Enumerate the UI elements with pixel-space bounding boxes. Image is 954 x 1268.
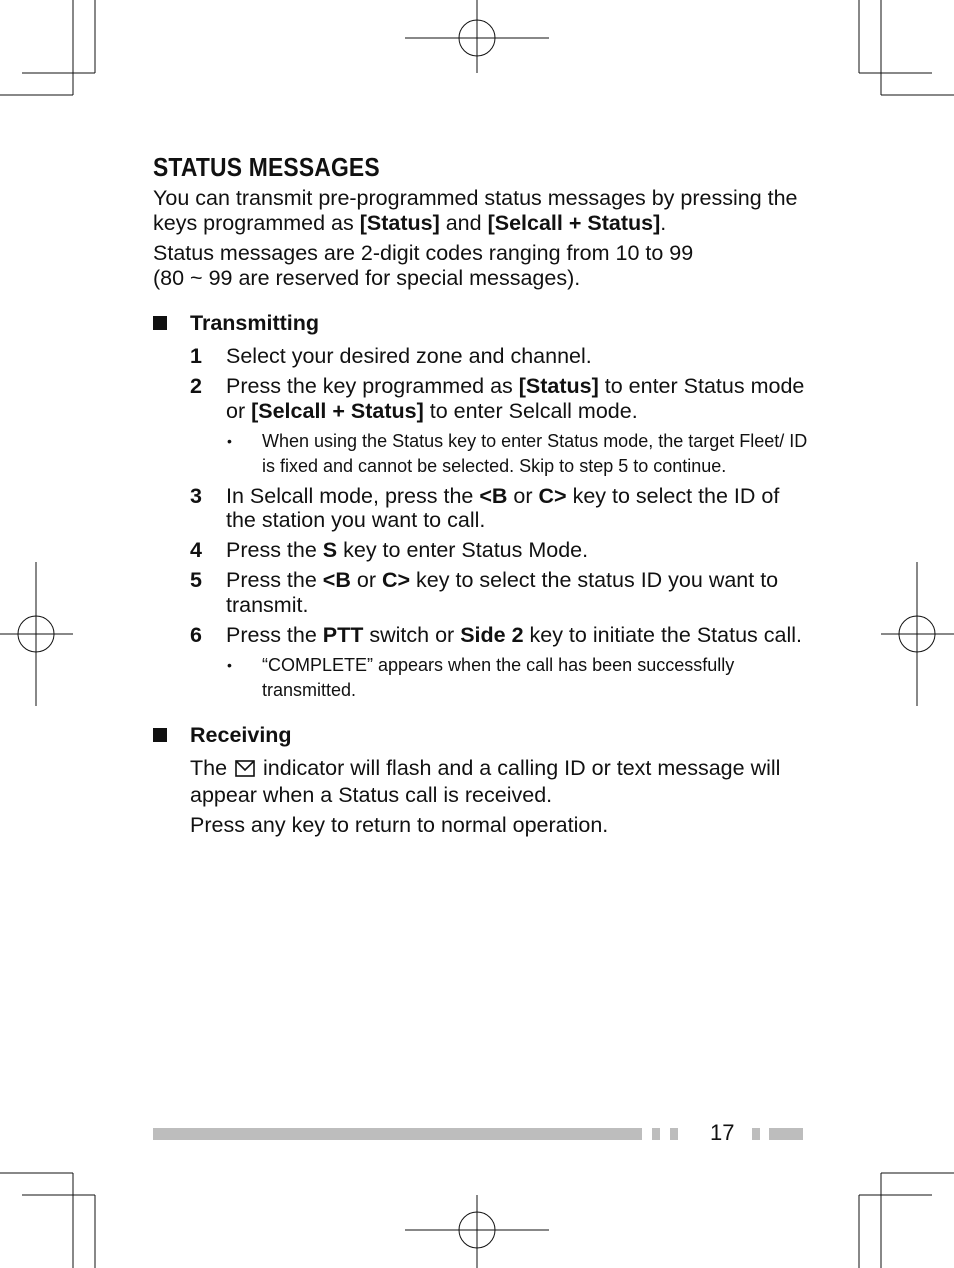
section-square-icon — [153, 728, 167, 742]
receiving-paragraph: The indicator will flash and a calling ID or text message will appear when a Status call is received. — [190, 756, 781, 807]
step-4: 4 Press the S key to enter Status Mode. — [190, 538, 589, 562]
section-title: Transmitting — [190, 311, 320, 335]
footer-dot — [652, 1128, 660, 1140]
footer-dot — [752, 1128, 760, 1140]
step-1: 1 Select your desired zone and channel. — [190, 344, 592, 368]
step-5: 5 Press the <B or C> key to select the status ID you want to transmit. — [190, 568, 779, 617]
step-3: 3 In Selcall mode, press the <B or C> key to select the ID of the station you want to call. — [190, 483, 780, 532]
section-square-icon — [153, 316, 167, 330]
step-6: 6 Press the PTT switch or Side 2 key to initiate the Status call. — [190, 622, 802, 647]
intro-paragraph: You can transmit pre-programmed status messages by pressing the keys programmed as [Status] and [Selcall + Status]. — [153, 186, 798, 235]
section-transmitting — [153, 310, 813, 340]
page-footer — [153, 1120, 803, 1145]
note-step-2: • When using the Status key to enter Status mode, the target Fleet/ ID is fixed and cannot be selected. Skip to step 5 to continue. — [227, 431, 808, 476]
page-title: STATUS MESSAGES — [153, 152, 380, 182]
page-number: 17 — [710, 1120, 735, 1145]
footer-dot — [670, 1128, 678, 1140]
section-title: Receiving — [190, 723, 292, 747]
section-receiving — [153, 722, 813, 752]
footer-bar — [153, 1128, 642, 1140]
note-step-6: • “COMPLETE” appears when the call has been successfully transmitted. — [227, 655, 735, 700]
receiving-body — [153, 756, 813, 838]
step-2: 2 Press the key programmed as [Status] to enter Status mode or [Selcall + Status] to enter Selcall mode. — [190, 374, 805, 423]
page-content — [153, 150, 813, 838]
return-paragraph: Press any key to return to normal operation. — [190, 813, 609, 837]
envelope-icon — [235, 758, 255, 783]
range-paragraph: Status messages are 2-digit codes ranging from 10 to 99 (80 ~ 99 are reserved for special messages). — [153, 241, 694, 290]
steps-list — [153, 344, 813, 702]
footer-bar-short — [769, 1128, 803, 1140]
